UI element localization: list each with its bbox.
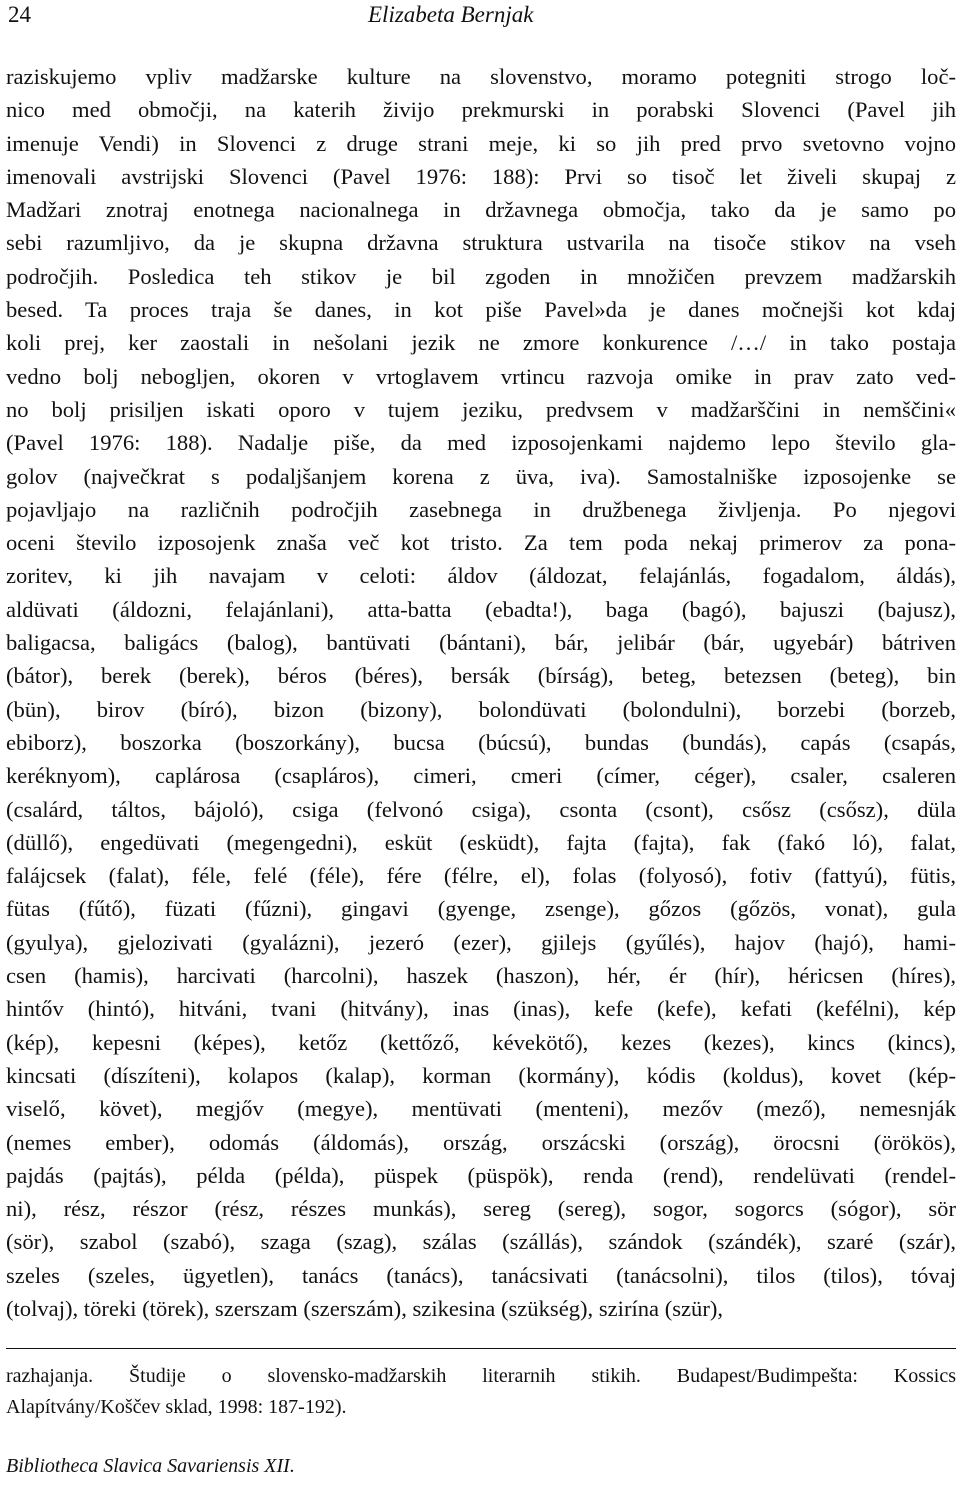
- footnote-line: Alapítvány/Koščev sklad, 1998: 187-192).: [6, 1396, 347, 1418]
- body-line: (düllő), engedüvati (megengedni), esküt (esküdt), fajta (fajta), fak (fakó ló), falat,: [6, 829, 956, 855]
- body-line: ni), rész, részor (rész, részes munkás), sereg (sereg), sogor, sogorcs (sógor), sör: [6, 1196, 956, 1222]
- body-line: aldüvati (áldozni, felajánlani), atta-batta (ebadta!), baga (bagó), bajuszi (bajusz),: [6, 596, 956, 622]
- body-line: (kép), kepesni (képes), ketőz (kettőző, kévekötő), kezes (kezes), kincs (kincs),: [6, 1029, 956, 1055]
- running-head-author: Elizabeta Bernjak: [368, 2, 534, 27]
- body-line: (tolvaj), töreki (törek), szerszam (szerszám), szikesina (szükség), szirína (szür),: [6, 1295, 724, 1321]
- body-line: imenovali avstrijski Slovenci (Pavel 1976: 188): Prvi so tisoč let živeli skupaj z: [6, 163, 956, 189]
- body-line: oceni število izposojenk znaša več kot tristo. Za tem poda nekaj primerov za pona-: [6, 530, 956, 556]
- body-line: no bolj prisiljen iskati oporo v tujem jeziku, predvsem v madžarščini in nemščini«: [6, 396, 956, 422]
- body-line: koli prej, ker zaostali in nešolani jezik ne zmore konkurence /…/ in tako postaja: [6, 330, 956, 356]
- series-footer: Bibliotheca Slavica Savariensis XII.: [6, 1455, 295, 1477]
- body-line: pojavljajo na različnih področjih zasebnega in družbenega življenja. Po njegovi: [6, 496, 956, 522]
- body-line: hintőv (hintó), hitváni, tvani (hitvány), inas (inas), kefe (kefe), kefati (kefélni), kép: [6, 996, 956, 1022]
- footnote-divider: [6, 1348, 956, 1349]
- body-line: fütas (fűtő), füzati (fűzni), gingavi (gyenge, zsenge), gőzos (gőzös, vonat), gula: [6, 896, 956, 922]
- body-line: (Pavel 1976: 188). Nadalje piše, da med izposojenkami najdemo lepo število gla-: [6, 430, 956, 456]
- body-line: szeles (szeles, ügyetlen), tanács (tanács), tanácsivati (tanácsolni), tilos (tilos), tóvaj: [6, 1262, 956, 1288]
- body-text: [6, 60, 956, 1325]
- body-line: golov (največkrat s podaljšanjem korena z üva, iva). Samostalniške izposojenke se: [6, 463, 956, 489]
- body-line: (bátor), berek (berek), béros (béres), bersák (bírság), beteg, betezsen (beteg), bin: [6, 663, 956, 689]
- body-line: keréknyom), caplárosa (csapláros), cimeri, cmeri (címer, céger), csaler, csaleren: [6, 763, 956, 789]
- body-line: csen (hamis), harcivati (harcolni), haszek (haszon), hér, ér (hír), héricsen (híres),: [6, 963, 956, 989]
- page-number: 24: [8, 2, 31, 27]
- body-line: (gyulya), gjelozivati (gyalázni), jezeró (ezer), gjilejs (gyűlés), hajov (hajó), hami-: [6, 929, 956, 955]
- body-line: viselő, követ), megjőv (megye), mentüvati (menteni), mezőv (mező), nemesnják: [6, 1096, 956, 1122]
- body-line: pajdás (pajtás), példa (példa), püspek (püspök), renda (rend), rendelüvati (rendel-: [6, 1162, 956, 1188]
- body-line: baligacsa, baligács (balog), bantüvati (bántani), bár, jelibár (bár, ugyebár) bátriven: [6, 630, 956, 656]
- body-line: besed. Ta proces traja še danes, in kot piše Pavel»da je danes močnejši kot kdaj: [6, 297, 956, 323]
- body-line: (csalárd, táltos, bájoló), csiga (felvonó csiga), csonta (csont), csősz (csősz), düla: [6, 796, 956, 822]
- body-line: (nemes ember), odomás (áldomás), ország, orszácski (ország), örocsni (örökös),: [6, 1129, 956, 1155]
- body-line: (sör), szabol (szabó), szaga (szag), szálas (szállás), szándok (szándék), szaré (szár),: [6, 1229, 956, 1255]
- body-line: imenuje Vendi) in Slovenci z druge strani meje, ki so jih pred prvo svetovno vojno: [6, 130, 956, 156]
- body-line: kincsati (díszíteni), kolapos (kalap), korman (kormány), kódis (koldus), kovet (kép-: [6, 1062, 956, 1088]
- body-line: ebiborz), boszorka (boszorkány), bucsa (búcsú), bundas (bundás), capás (csapás,: [6, 729, 956, 755]
- footnote: [6, 1361, 956, 1423]
- body-line: področjih. Posledica teh stikov je bil zgoden in množičen prevzem madžarskih: [6, 263, 956, 289]
- body-line: raziskujemo vpliv madžarske kulture na slovenstvo, moramo potegniti strogo loč-: [6, 64, 956, 89]
- body-line: sebi razumljivo, da je skupna državna struktura ustvarila na tisoče stikov na vseh: [6, 230, 956, 256]
- body-line: vedno bolj nebogljen, okoren v vrtoglavem vrtincu razvoja omike in prav zato ved-: [6, 363, 956, 389]
- body-line: zoritev, ki jih navajam v celoti: áldov (áldozat, felajánlás, fogadalom, áldás),: [6, 563, 956, 589]
- body-line: nico med območji, na katerih živijo prekmurski in porabski Slovenci (Pavel jih: [6, 97, 956, 123]
- footnote-line: razhajanja. Študije o slovensko-madžarskih literarnih stikih. Budapest/Budimpešta: Kossics: [6, 1365, 956, 1387]
- body-line: (bün), birov (bíró), bizon (bizony), bolondüvati (bolondulni), borzebi (borzeb,: [6, 696, 956, 722]
- body-line: falájcsek (falat), féle, felé (féle), fére (félre, el), folas (folyosó), fotiv (fattyú), fütis,: [6, 863, 956, 889]
- body-line: Madžari znotraj enotnega nacionalnega in državnega območja, tako da je samo po: [6, 197, 956, 223]
